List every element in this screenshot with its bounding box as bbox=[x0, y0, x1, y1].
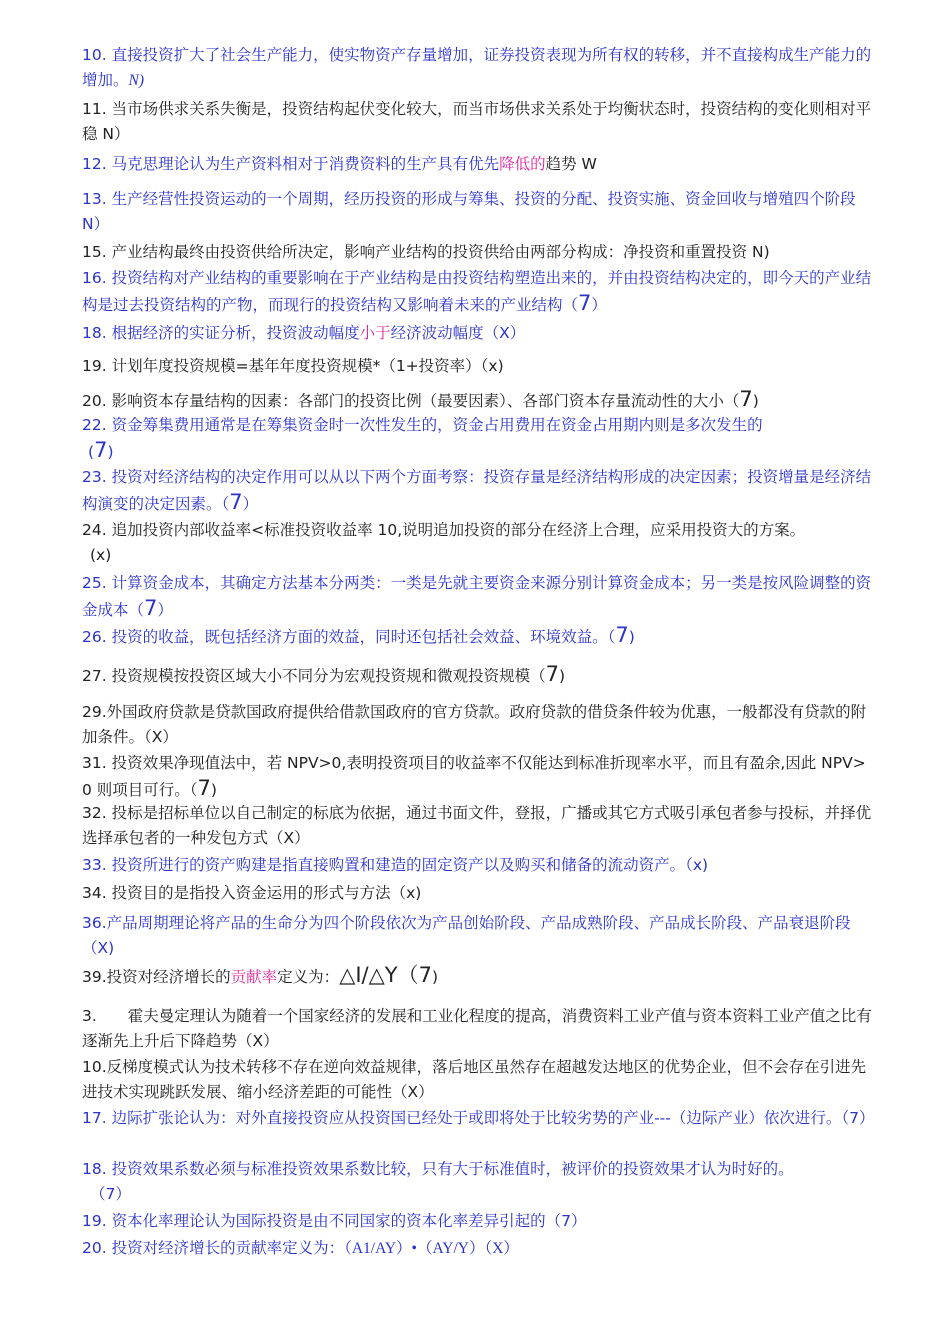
statement-14: 26. 投资的收益，既包括经济方面的效益，同时还包括社会效益、环境效益。（7) bbox=[82, 623, 635, 647]
statement-8: 19. 计划年度投资规模=基年年度投资规模*（1+投资率）（x) bbox=[82, 357, 504, 375]
statement-12: 24. 追加投资内部收益率<标准投资收益率 10,说明追加投资的部分在经济上合理，应采用投资大的方案。 (x) bbox=[82, 521, 806, 564]
statement-23: 3. 霍夫曼定理认为随着一个国家经济的发展和工业化程度的提高，消费资料工业产值与资本资料工业产值之比有逐渐先上升后下降趋势（X） bbox=[82, 1007, 872, 1050]
statement-22: 39.投资对经济增长的贡献率定义为：△I/△Y（7) bbox=[82, 963, 439, 987]
statement-19: 33. 投资所进行的资产购建是指直接购置和建造的固定资产以及购买和储备的流动资产。（x) bbox=[82, 856, 709, 874]
statement-5: 15. 产业结构最终由投资供给所决定，影响产业结构的投资供给由两部分构成：净投资和重置投资 N) bbox=[82, 243, 770, 261]
statement-11: 23. 投资对经济结构的决定作用可以从以下两个方面考察：投资存量是经济结构形成的决定因素；投资增量是经济结构演变的决定因素。（7） bbox=[82, 468, 872, 514]
statement-24: 10.反梯度模式认为技术转移不存在逆向效益规律，落后地区虽然存在超越发达地区的优势企业，但不会存在引进先进技术实现跳跃发展、缩小经济差距的可能性（X） bbox=[82, 1058, 867, 1101]
statement-6: 16. 投资结构对产业结构的重要影响在于产业结构是由投资结构塑造出来的，并由投资结构决定的，即今天的产业结构是过去投资结构的产物，而现行的投资结构又影响着未来的产业结构（7） bbox=[82, 269, 872, 315]
statement-10: 22. 资金筹集费用通常是在筹集资金时一次性发生的，资金占用费用在资金占用期内则是多次发生的 (7) bbox=[82, 416, 763, 462]
statement-26: 18. 投资效果系数必须与标准投资效果系数比较，只有大于标准值时，被评价的投资效果才认为时好的。 （7） bbox=[82, 1160, 794, 1203]
statement-7: 18. 根据经济的实证分析，投资波动幅度小于经济波动幅度（X） bbox=[82, 324, 526, 342]
statement-4: 13. 生产经营性投资运动的一个周期，经历投资的形成与筹集、投资的分配、投资实施、资金回收与增殖四个阶段 N） bbox=[82, 190, 856, 233]
statement-28: 20. 投资对经济增长的贡献率定义为：（A1/AY）•（AY/Y）（X） bbox=[82, 1239, 519, 1257]
statement-27: 19. 资本化率理论认为国际投资是由不同国家的资本化率差异引起的（7） bbox=[82, 1212, 587, 1230]
statement-2: 11. 当市场供求关系失衡是，投资结构起伏变化较大，而当市场供求关系处于均衡状态时，投资结构的变化则相对平稳 N） bbox=[82, 100, 872, 143]
statement-13: 25. 计算资金成本，其确定方法基本分两类：一类是先就主要资金来源分别计算资金成本；另一类是按风险调整的资金成本（7） bbox=[82, 574, 872, 620]
statement-25: 17. 边际扩张论认为：对外直接投资应从投资国已经处于或即将处于比较劣势的产业---（边际产业）依次进行。（7） bbox=[82, 1109, 875, 1127]
statement-3: 12. 马克思理论认为生产资料相对于消费资料的生产具有优先降低的趋势 W bbox=[82, 155, 597, 173]
statement-1: 10. 直接投资扩大了社会生产能力，使实物资产存量增加，证券投资表现为所有权的转移，并不直接构成生产能力的增加。N) bbox=[82, 46, 872, 89]
statement-15: 27. 投资规模按投资区域大小不同分为宏观投资规和微观投资规模（7) bbox=[82, 662, 566, 686]
statement-21: 36.产品周期理论将产品的生命分为四个阶段依次为产品创始阶段、产品成熟阶段、产品成长阶段、产品衰退阶段（X) bbox=[82, 914, 851, 957]
statement-16: 29.外国政府贷款是贷款国政府提供给借款国政府的官方贷款。政府贷款的借贷条件较为优惠，一般都没有贷款的附加条件。（X） bbox=[82, 703, 867, 746]
statement-18: 32. 投标是招标单位以自己制定的标底为依据，通过书面文件，登报，广播或其它方式吸引承包者参与投标，并择优选择承包者的一种发包方式（X） bbox=[82, 804, 872, 847]
statement-20: 34. 投资目的是指投入资金运用的形式与方法（x) bbox=[82, 884, 422, 902]
statement-9: 20. 影响资本存量结构的因素：各部门的投资比例（最要因素）、各部门资本存量流动性的大小（7) bbox=[82, 387, 759, 411]
statement-17: 31. 投资效果净现值法中，若 NPV>0,表明投资项目的收益率不仅能达到标准折现率水平，而且有盈余,因此 NPV>0 则项目可行。（7) bbox=[82, 754, 866, 800]
